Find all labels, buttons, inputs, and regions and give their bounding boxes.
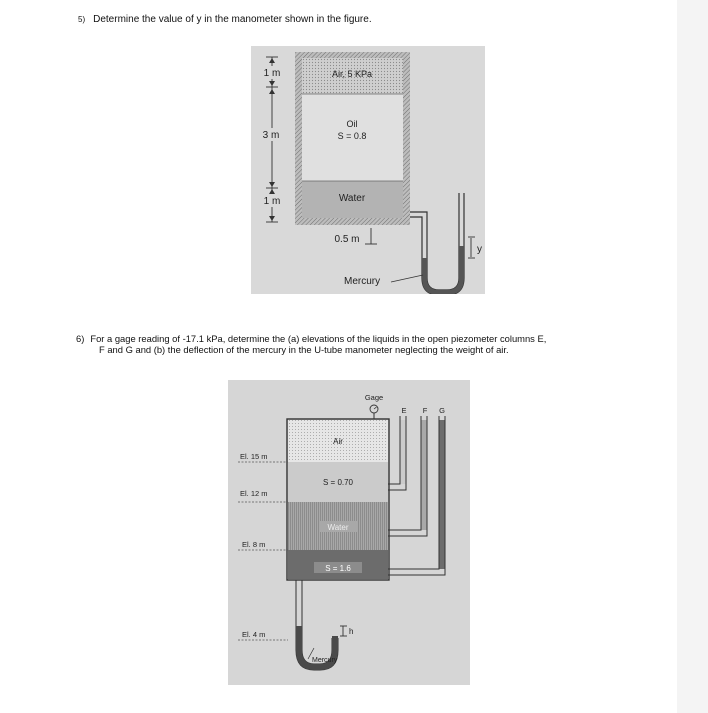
air-label: Air: [333, 437, 343, 446]
column-f-label: F: [422, 406, 428, 415]
dim-mid-label: 3 m: [262, 130, 280, 141]
water-label: Water: [327, 523, 349, 532]
problem-6-line2: F and G and (b) the deflection of the mercury in the U-tube manometer neglecting the weight of air.: [99, 344, 509, 355]
air-label: Air, 5 KPa: [331, 69, 373, 79]
problem-6-statement: [76, 333, 656, 355]
elevation-12-label: El. 12 m: [240, 489, 268, 498]
mercury-label: Mercury: [344, 276, 381, 287]
problem-5-text: Determine the value of y in the manometer shown in the figure.: [93, 14, 372, 25]
tank-left-wall: [295, 58, 302, 221]
oil-sg-label: S = 0.8: [337, 131, 367, 141]
gage-label: Gage: [364, 393, 384, 402]
piezometer-f-liquid: [422, 420, 427, 530]
problem-6-line1: For a gage reading of -17.1 kPa, determine the (a) elevations of the liquids in the open piezometer columns E,: [90, 333, 547, 344]
elevation-15-label: El. 15 m: [240, 452, 268, 461]
tank-bottom: [295, 218, 410, 225]
column-g-label: G: [439, 406, 445, 415]
elevation-8-label: El. 8 m: [242, 540, 266, 549]
problem-6-number: 6): [76, 333, 85, 344]
problem-5-number: 5): [78, 15, 86, 24]
oil-label: Oil: [346, 119, 358, 129]
elevation-4-label: El. 4 m: [242, 630, 266, 639]
figure-piezometer-tank: [228, 380, 470, 685]
heavy-sg-label: S = 1.6: [325, 564, 351, 573]
oil-sg-label: S = 0.70: [322, 478, 354, 487]
offset-label: 0.5 m: [334, 234, 360, 245]
figure-manometer-tank: [251, 46, 485, 294]
dim-top-label: 1 m: [263, 68, 281, 79]
y-label: y: [477, 244, 482, 255]
dim-bottom-label: 1 m: [263, 196, 281, 207]
mercury-label: Mercury: [312, 657, 338, 664]
piezometer-g-liquid: [440, 420, 445, 569]
tank-lid: [295, 52, 410, 58]
h-label: h: [349, 627, 354, 636]
piezometer-e-liquid: [401, 420, 406, 484]
water-label: Water: [338, 193, 366, 204]
column-e-label: E: [401, 406, 407, 415]
tank-right-wall: [403, 58, 410, 221]
problem-5-statement: [78, 14, 372, 25]
